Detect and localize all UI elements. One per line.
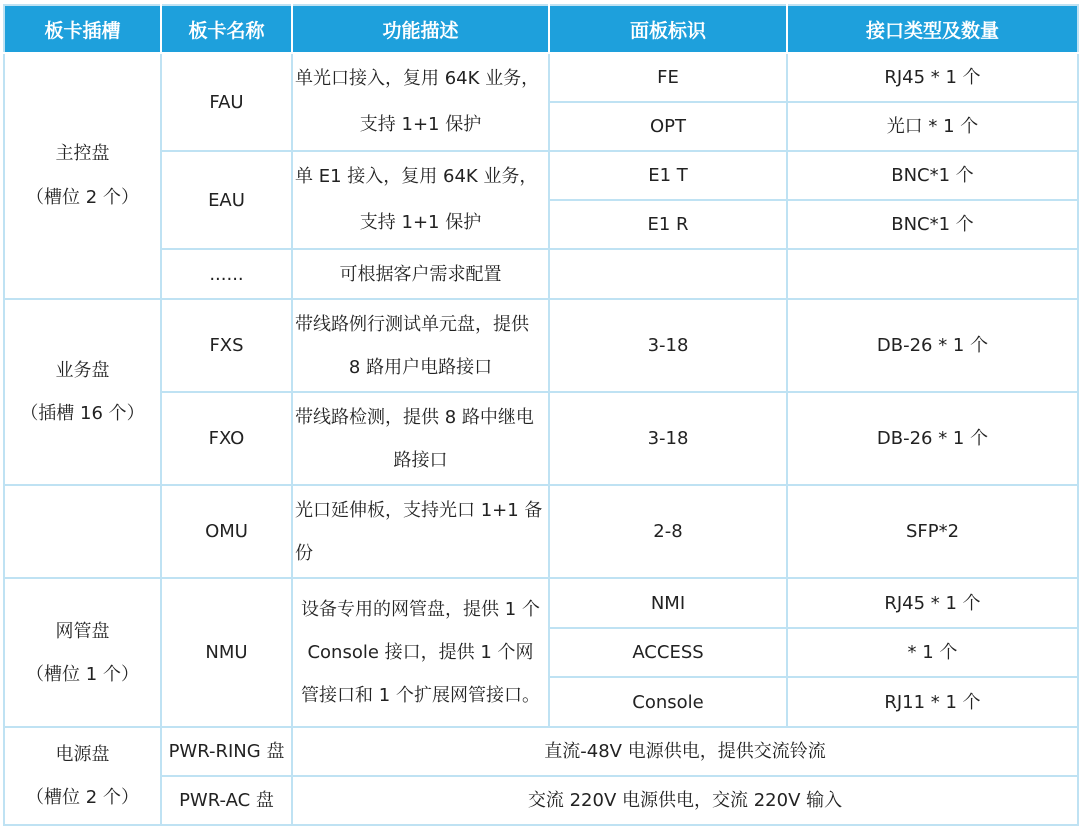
board-spec-table — [3, 4, 1079, 826]
board-name-more: ...... — [161, 249, 292, 299]
type-fau-fe: RJ45 * 1 个 — [787, 53, 1078, 102]
table-row — [4, 392, 1078, 485]
type-fau-opt: 光口 * 1 个 — [787, 102, 1078, 151]
port-nmu-nmi: NMI — [549, 578, 787, 628]
board-name-fxo: FXO — [161, 392, 292, 485]
desc-pwr-ring: 直流-48V 电源供电，提供交流铃流 — [292, 727, 1078, 776]
header-function: 功能描述 — [292, 5, 549, 53]
table-row — [4, 151, 1078, 200]
desc-nmu-line1: 设备专用的网管盘，提供 1 个 — [301, 599, 540, 620]
port-nmu-console: Console — [549, 677, 787, 727]
group-service-sub: （插槽 16 个） — [20, 403, 145, 424]
desc-eau — [292, 151, 549, 249]
group-omu-cell — [4, 485, 161, 578]
desc-omu-line2: 份 — [295, 542, 313, 564]
group-service-label: 业务盘 — [55, 360, 110, 381]
table-header-row — [4, 5, 1078, 53]
header-slot: 板卡插槽 — [4, 5, 161, 53]
desc-fxs-line2: 8 路用户电路接口 — [348, 356, 493, 378]
port-eau-t: E1 T — [549, 151, 787, 200]
board-name-fxs: FXS — [161, 299, 292, 392]
desc-pwr-ac: 交流 220V 电源供电，交流 220V 输入 — [292, 776, 1078, 825]
table-row — [4, 578, 1078, 628]
group-main-cell — [4, 53, 161, 299]
desc-fxs — [292, 299, 549, 392]
table-row — [4, 776, 1078, 825]
header-board-name: 板卡名称 — [161, 5, 292, 53]
type-nmu-access: * 1 个 — [787, 628, 1078, 677]
group-main-sub: （槽位 2 个） — [26, 187, 139, 208]
desc-nmu-line3: 管接口和 1 个扩展网管接口。 — [301, 685, 540, 706]
type-nmu-nmi: RJ45 * 1 个 — [787, 578, 1078, 628]
table-row — [4, 249, 1078, 299]
table-row — [4, 299, 1078, 392]
group-main-label: 主控盘 — [55, 143, 110, 164]
group-power-sub: （槽位 2 个） — [26, 787, 139, 808]
header-panel-label: 面板标识 — [549, 5, 787, 53]
desc-fxs-line1: 带线路例行测试单元盘，提供 — [295, 313, 529, 335]
board-name-pwr-ring: PWR-RING 盘 — [161, 727, 292, 776]
port-omu: 2-8 — [549, 485, 787, 578]
desc-omu-line1: 光口延伸板，支持光口 1+1 备 — [295, 499, 543, 521]
type-eau-r: BNC*1 个 — [787, 200, 1078, 249]
type-fxs: DB-26 * 1 个 — [787, 299, 1078, 392]
group-power-label: 电源盘 — [55, 744, 110, 765]
group-power-cell — [4, 727, 161, 825]
desc-fxo — [292, 392, 549, 485]
board-name-fau: FAU — [161, 53, 292, 151]
desc-omu — [292, 485, 549, 578]
group-nms-cell — [4, 578, 161, 727]
port-eau-r: E1 R — [549, 200, 787, 249]
table-row — [4, 53, 1078, 102]
group-service-cell — [4, 299, 161, 485]
header-interface: 接口类型及数量 — [787, 5, 1078, 53]
type-omu: SFP*2 — [787, 485, 1078, 578]
desc-fxo-line2: 路接口 — [393, 449, 448, 471]
type-fxo: DB-26 * 1 个 — [787, 392, 1078, 485]
desc-nmu-line2: Console 接口，提供 1 个网 — [307, 642, 534, 663]
port-fxs: 3-18 — [549, 299, 787, 392]
desc-fau-line2: 支持 1+1 保护 — [359, 114, 482, 135]
desc-nmu — [292, 578, 549, 727]
board-name-nmu: NMU — [161, 578, 292, 727]
port-more — [549, 249, 787, 299]
port-fau-opt: OPT — [549, 102, 787, 151]
desc-more: 可根据客户需求配置 — [292, 249, 549, 299]
type-eau-t: BNC*1 个 — [787, 151, 1078, 200]
board-name-omu: OMU — [161, 485, 292, 578]
type-nmu-console: RJ11 * 1 个 — [787, 677, 1078, 727]
type-more — [787, 249, 1078, 299]
table-row — [4, 485, 1078, 578]
desc-eau-line2: 支持 1+1 保护 — [359, 212, 482, 233]
desc-fau — [292, 53, 549, 151]
port-fau-fe: FE — [549, 53, 787, 102]
group-nms-label: 网管盘 — [55, 620, 110, 642]
desc-fau-line1: 单光口接入，复用 64K 业务， — [295, 68, 540, 89]
desc-fxo-line1: 带线路检测，提供 8 路中继电 — [295, 406, 534, 428]
table-row — [4, 727, 1078, 776]
desc-eau-line1: 单 E1 接入，复用 64K 业务， — [295, 166, 538, 187]
port-nmu-access: ACCESS — [549, 628, 787, 677]
board-name-pwr-ac: PWR-AC 盘 — [161, 776, 292, 825]
board-name-eau: EAU — [161, 151, 292, 249]
group-nms-sub: （槽位 1 个） — [26, 663, 139, 685]
port-fxo: 3-18 — [549, 392, 787, 485]
